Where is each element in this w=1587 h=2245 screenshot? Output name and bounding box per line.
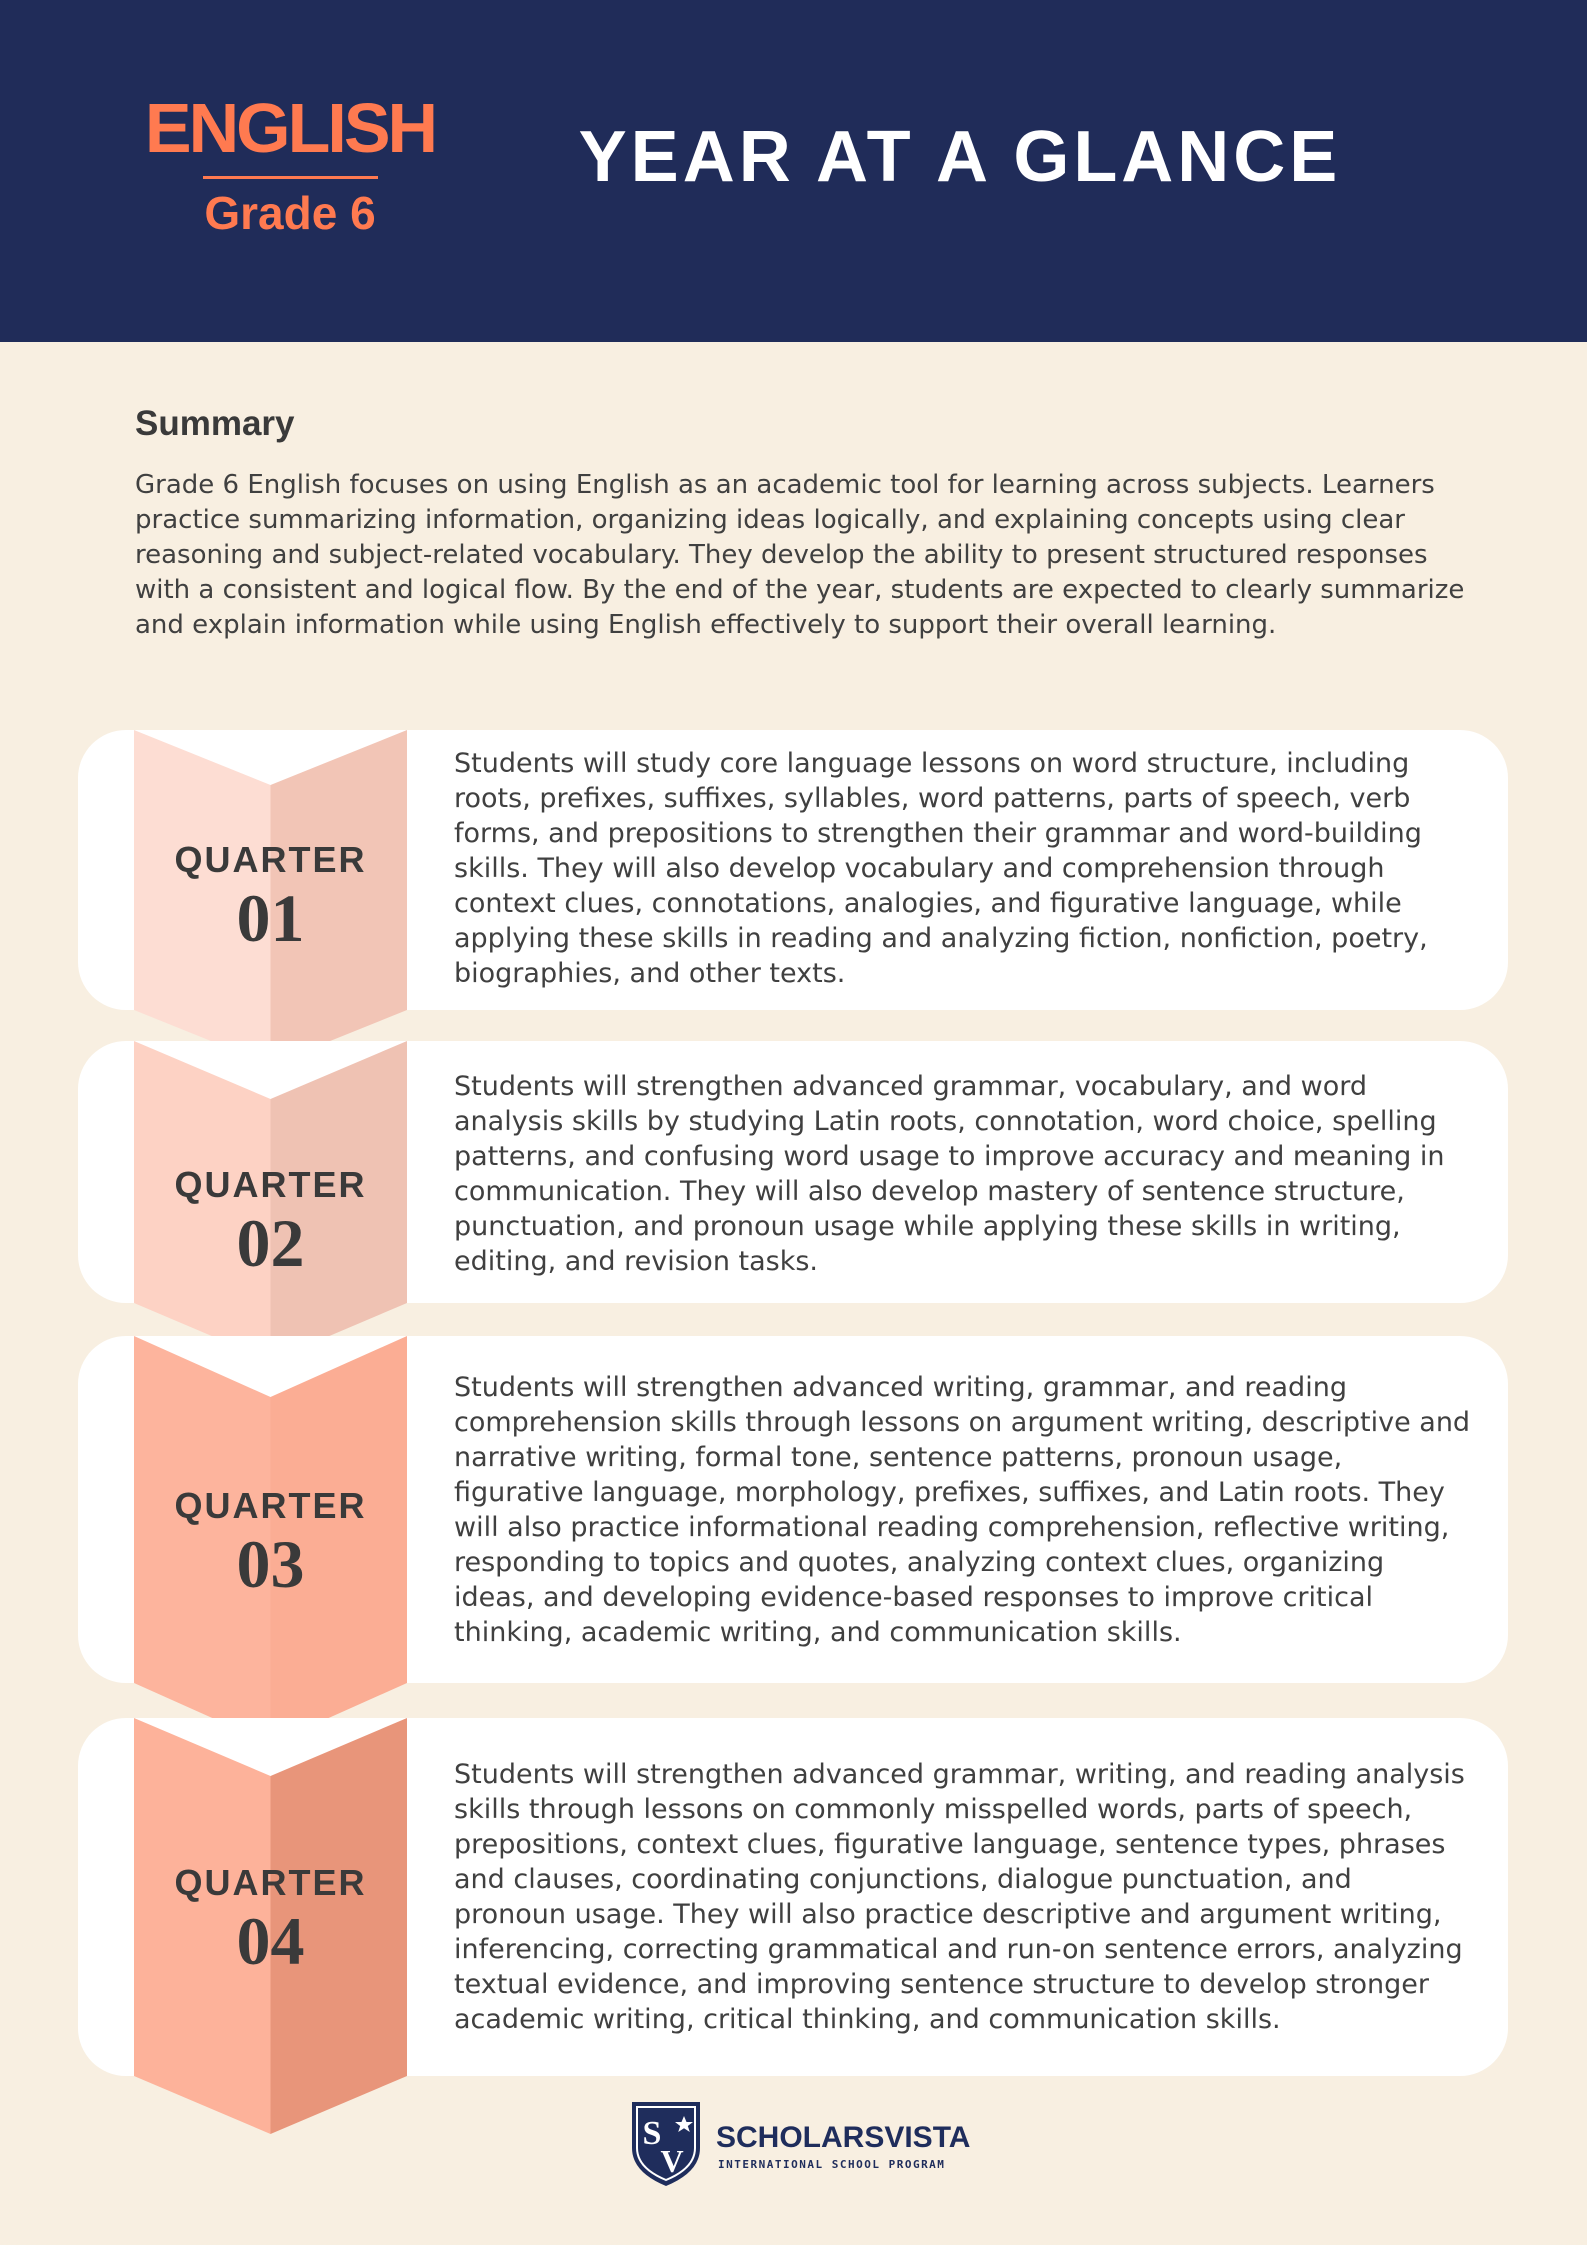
quarter-word: QUARTER — [174, 839, 367, 880]
quarter-label-3 — [134, 1486, 407, 1600]
quarter-description-2: Students will strengthen advanced grammar, vocabulary, and word analysis skills by studying Latin roots, connotation, word choice, spelling patterns, and confusing word usage to improve accuracy and meaning in communication. They will also develop mastery of sentence structure, punctuation, and pronoun usage while applying these skills in writing, editing, and revision tasks. — [454, 1071, 1445, 1277]
quarter-number: 02 — [236, 1205, 305, 1281]
school-name: SCHOLARSVISTA — [716, 2121, 971, 2154]
quarter-description-4: Students will strengthen advanced grammar, writing, and reading analysis skills through lessons on commonly misspelled words, parts of speech, prepositions, context clues, figurative language, sentence types, phrases and clauses, coordinating conjunctions, dialogue punctuation, and pronoun usage. They will also practice descriptive and argument writing, inferencing, correcting grammatical and run-on sentence errors, analyzing textual evidence, and improving sentence structure to develop stronger academic writing, critical thinking, and communication skills. — [454, 1759, 1465, 2035]
school-tagline: INTERNATIONAL SCHOOL PROGRAM — [718, 2158, 946, 2171]
svg-text:S: S — [642, 2115, 662, 2152]
quarter-label-4 — [134, 1863, 407, 1977]
quarter-description-3: Students will strengthen advanced writing, grammar, and reading comprehension skills through lessons on argument writing, descriptive and narrative writing, formal tone, sentence patterns, pronoun usage, figurative language, morphology, prefixes, suffixes, and Latin roots. They will also practice informational reading comprehension, reflective writing, responding to topics and quotes, analyzing context clues, organizing ideas, and developing evidence-based responses to improve critical thinking, academic writing, and communication skills. — [454, 1372, 1471, 1648]
quarter-number: 03 — [236, 1526, 305, 1602]
page-title: YEAR AT A GLANCE — [578, 117, 1342, 197]
quarter-number: 04 — [236, 1903, 305, 1979]
quarter-word: QUARTER — [174, 1862, 367, 1903]
quarter-word: QUARTER — [174, 1164, 367, 1205]
shield-icon — [628, 2098, 704, 2188]
summary-heading: Summary — [135, 404, 295, 443]
svg-text:V: V — [660, 2143, 684, 2179]
summary-text: Grade 6 English focuses on using English as an academic tool for learning across subjects. Learners practice summarizing information, organizing ideas logically, and explaining concepts using clear reasoning and subject-related vocabulary. They develop the ability to present structured responses with a consistent and logical flow. By the end of the year, students are expected to clearly summarize and explain information while using English effectively to support their overall learning. — [135, 470, 1465, 640]
quarter-number: 01 — [236, 880, 305, 956]
grade-label: Grade 6 — [204, 187, 376, 239]
quarter-word: QUARTER — [174, 1485, 367, 1526]
quarter-description-1: Students will study core language lessons on word structure, including roots, prefixes, suffixes, syllables, word patterns, parts of speech, verb forms, and prepositions to strengthen their grammar and word-building skills. They will also develop vocabulary and comprehension through context clues, connotations, analogies, and figurative language, while applying these skills in reading and analyzing fiction, nonfiction, poetry, biographies, and other texts. — [454, 748, 1428, 989]
quarter-label-1 — [134, 840, 407, 954]
school-logo — [628, 2098, 971, 2188]
quarter-label-2 — [134, 1165, 407, 1279]
subject-title: ENGLISH — [144, 89, 436, 167]
